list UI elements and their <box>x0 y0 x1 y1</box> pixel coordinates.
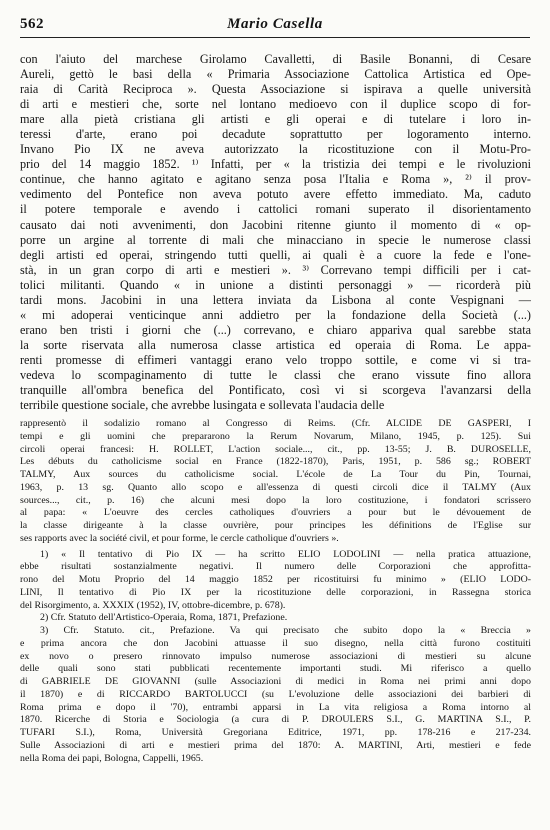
footnote-line: LINI, Il tentativo di Pio IX per la ricostituzione delle corporazioni, in Rassegna storica <box>20 586 531 598</box>
footnote-line: delle quali sono stati pubblicati recentemente importanti studi. Mi riferisco a quello <box>20 663 531 675</box>
footnote-line: Les débuts du catholicisme social en France (1822-1870), Paris, 1951, p. 586 sg.; ROBERT <box>20 456 531 468</box>
text-line: causato dai noti avvenimenti, don Jacobini ritenne giunto il momento di « op- <box>20 217 531 232</box>
footnote-line: Sulle Associazioni di arti e mestieri prima del 1870: A. MARTINI, Arti, mestieri e fede <box>20 739 531 751</box>
text-line: di arti e mestieri che, sorte nel lontano medioevo con il duplice scopo di for- <box>20 97 531 112</box>
text-line: prio del 14 maggio 1852. ¹⁾ Infatti, per « la tristizia dei tempi e le rivoluzioni <box>20 157 531 172</box>
footnote-line: 1870. Ricerche di Storia e Sociologia (a cura di P. DROULERS S.I., G. MARTINA S.I., P. <box>20 714 531 726</box>
text-line: raia di Carità Reciproca ». Questa Associazione si ispirava a quelle università <box>20 82 531 97</box>
footnote-3 <box>20 625 531 765</box>
text-line: erano ben tristi i giorni che (...) correvano, e chiaro appariva qual sarebbe stata <box>20 322 531 337</box>
footnote-1 <box>20 549 531 613</box>
footnote-line: circoli operai francesi: H. ROLLET, L'action sociale..., cit., pp. 13-55; J. B. DUROSELLE, <box>20 443 531 455</box>
footnote-line: ses rapports avec la société civil, et pour forme, le cercle catholique d'ouvriers ». <box>20 532 339 544</box>
footnote-2 <box>20 612 531 625</box>
text-line: tolici militanti. Quando « in unione a distinti personaggi » — ricorderà più <box>20 277 531 292</box>
text-line: degli artisti ed operai, stringendo tutti quelli, ai quali è a cuore la fede e l'one- <box>20 247 531 262</box>
footnote-line: sources..., cit., p. 16) che alcuni mesi dopo la loro costituzione, i fondatori scrissero <box>20 494 531 506</box>
footnote-line: rappresentò il sodalizio romano al Congresso di Reims. (Cfr. ALCIDE DE GASPERI, I <box>20 418 531 429</box>
text-line: continue, che hanno agitato e agitano senza posa l'Italia e Roma », ²⁾ il prov- <box>20 172 531 187</box>
page-number: 562 <box>20 16 44 32</box>
footnote-line: la classe dirigeante à la classe ouvrière, pour principes les définitions de l'Eglise sur <box>20 520 531 531</box>
footnote-continuation <box>20 418 531 546</box>
header-rule <box>20 37 530 38</box>
text-line: Invano Pio IX ne aveva autorizzato la ricostituzione con il Motu-Pro- <box>20 142 531 157</box>
text-line: porre un argine al torrente di mali che minacciano in specie le numerose classi <box>20 232 531 247</box>
text-line: vedimento del Pontefice non aveva potuto avere effetto immediato. Ma, caduto <box>20 187 531 202</box>
footnote-line: 3) Cfr. Statuto. cit., Prefazione. Va qui precisato che subito dopo la « Breccia » <box>40 625 531 636</box>
footnote-line: al papa: « L'oeuvre des cercles catholiques d'ouvriers a pour but le dévouement de <box>20 507 531 519</box>
text-line: il potere temporale e avendo i cattolici romani superato il disorientamento <box>20 202 531 217</box>
page-header <box>20 14 530 36</box>
footnotes <box>20 418 531 765</box>
main-text <box>20 52 531 413</box>
footnote-line: 2) Cfr. Statuto dell'Artistico-Operaia, Roma, 1871, Prefazione. <box>40 612 288 624</box>
text-line: Aureli, gettò le basi della « Primaria Associazione Cattolica Artistica ed Ope- <box>20 67 531 82</box>
text-line: « mi adoperai venticinque anni addietro per la fondazione della Società (...) <box>20 307 531 322</box>
footnote-line: tempi e gli uomini che prepararono la Rerum Novarum, Milano, 1945, p. 125). Sui <box>20 430 531 442</box>
footnote-line: 1) « Il tentativo di Pio IX — ha scritto ELIO LODOLINI — nella pratica attuazione, <box>40 548 531 560</box>
footnote-line: TUFARI S.I.), Roma, Università Gregoriana Editrice, 1971, pp. 178-216 e 217-234. <box>20 727 531 738</box>
footnote-line: 1963, p. 13 sg. Quanto allo scopo e all'essenza di questi circoli dice il TALMY (Aux <box>20 481 531 493</box>
text-line: mare alla pietà cristiana gli artisti e gli operai e di tutelare i loro in- <box>20 112 531 127</box>
footnote-line: ex novo o presero rinnovato impulso numerose associazioni di mestieri su alcune <box>20 650 531 662</box>
text-line: la sorte riservata alla numerosa classe artistica ed operaia di Roma. Le appa- <box>20 337 531 352</box>
footnote-line: Roma prima e dopo il '70), entrambi apparsi in La vita religiosa a Roma intorno al <box>20 701 531 713</box>
footnote-line: di GABRIELE DE GIOVANNI (sulle Associazioni di medici in Roma nei primi anni dopo <box>20 676 531 687</box>
footnote-line: ebbe risultati sostanzialmente negativi. Il numero delle Corporazioni che approfitta- <box>20 561 531 573</box>
text-line: teressi d'arte, erano poi decadute soprattutto per logoramento interno. <box>20 127 531 142</box>
text-line: vedeva lo scompaginamento di tutte le classi che erano vissute fino allora <box>20 367 531 382</box>
running-head: Mario Casella <box>227 16 323 32</box>
text-line: terribile questione sociale, che avrebbe lusingata e sollevata l'audacia delle <box>20 398 385 413</box>
text-line: renti promesse di effimeri vantaggi erano velo troppo sottile, e come vi si tra- <box>20 352 531 367</box>
text-line: tranquille all'ombra benefica del Pontificato, così vi si scorgeva l'avanzarsi della <box>20 383 531 398</box>
footnote-line: e prima ancora che don Jacobini attuasse il suo disegno, nella città furono costituiti <box>20 637 531 649</box>
footnote-line: del Risorgimento, a. XXXIX (1952), IV, ottobre-dicembre, p. 678). <box>20 599 286 611</box>
text-line: stà, in un gran corpo di arti e mestieri ». ³⁾ Correvano tempi difficili per i cat- <box>20 262 531 277</box>
footnote-line: rono del Motu Proprio del 14 maggio 1852 per ricostituirsi fu minimo » (ELIO LODO- <box>20 574 531 585</box>
text-line: tardi mons. Jacobini in una lettera inviata da Lisbona al conte Vespignani — <box>20 292 531 307</box>
text-line: con l'aiuto del marchese Girolamo Cavalletti, di Basile Bonanni, di Cesare <box>20 52 531 66</box>
footnote-line: nella Roma dei papi, Bologna, Cappelli, 1965. <box>20 752 204 764</box>
footnote-line: TALMY, Aux sources du catholicisme social. L'école de La Tour du Pin, Tournai, <box>20 469 531 480</box>
footnote-line: il 1870) e di RICCARDO BARTOLUCCI (su L'evoluzione delle associazioni dei barbieri di <box>20 688 531 700</box>
